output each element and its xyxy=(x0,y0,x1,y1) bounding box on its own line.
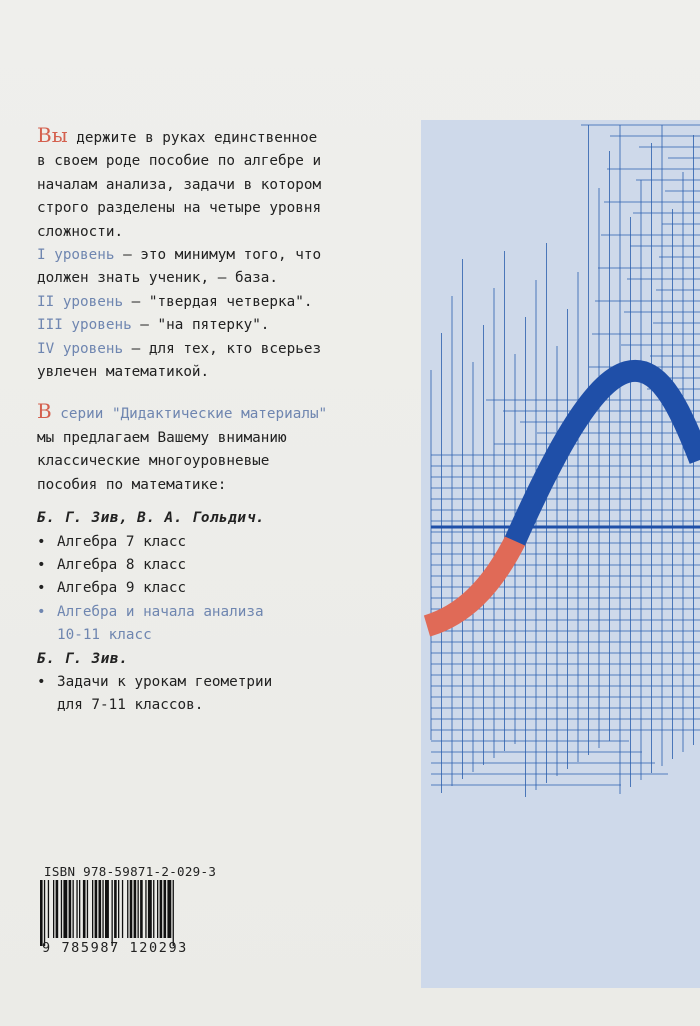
barcode-bar xyxy=(69,880,72,938)
barcode-bar xyxy=(130,880,133,938)
barcode-bar xyxy=(164,880,167,938)
barcode-bar xyxy=(87,880,88,938)
spacer xyxy=(37,497,407,507)
series-line-4: пособия по математике: xyxy=(37,476,227,493)
level-2-text: — "твердая четверка". xyxy=(123,293,313,310)
barcode-bar xyxy=(63,880,67,938)
barcode-bar xyxy=(157,880,158,938)
barcode-bar xyxy=(112,880,113,946)
authors-2: Б. Г. Зив. xyxy=(37,650,129,667)
barcode-bar xyxy=(53,880,54,938)
book-title: Алгебра 8 класс xyxy=(57,556,187,573)
book-title: Задачи к урокам геометрии xyxy=(57,673,273,690)
barcode-digits: 9 785987 120293 xyxy=(42,940,188,956)
intro-line-1 xyxy=(37,124,407,150)
barcode-bar xyxy=(95,880,98,938)
level-1 xyxy=(37,244,407,267)
barcode-bar xyxy=(138,880,139,938)
intro-text-1: держите в руках единственное xyxy=(76,130,318,146)
book-item-cont xyxy=(37,694,407,717)
barcode-bar xyxy=(173,880,174,946)
book-grade-highlight: 10-11 класс xyxy=(57,627,152,644)
barcode-bar xyxy=(73,880,74,938)
book-item: • Задачи к урокам геометрии xyxy=(37,673,273,690)
level-1-label: I уровень xyxy=(37,247,115,264)
level-3 xyxy=(37,314,407,337)
level-4-cont: увлечен математикой. xyxy=(37,364,210,381)
barcode-bar xyxy=(105,880,109,938)
intro-line-3: началам анализа, задачи в котором xyxy=(37,176,322,193)
book-title: Алгебра 7 класс xyxy=(57,533,187,550)
barcode-bar xyxy=(114,880,117,938)
barcode-bar xyxy=(44,880,45,946)
level-4-text: — для тех, кто всерьез xyxy=(123,340,322,357)
barcode-bar xyxy=(79,880,80,938)
book-title-highlight: Алгебра и начала анализа xyxy=(57,603,264,620)
level-3-label: III уровень xyxy=(37,317,132,334)
barcode-bar xyxy=(160,880,163,938)
intro-line-4: строго разделены на четыре уровня xyxy=(37,200,322,217)
barcode-bar xyxy=(76,880,77,938)
series-name: "Дидактические материалы" xyxy=(111,406,328,423)
level-2 xyxy=(37,291,407,314)
barcode-bar xyxy=(153,880,154,938)
series-line-3: классические многоуровневые xyxy=(37,453,270,470)
barcode-bar xyxy=(99,880,102,938)
barcode-bar xyxy=(40,880,43,946)
barcode-bar xyxy=(148,880,152,938)
cover-text xyxy=(37,124,407,718)
book-item: • Алгебра 8 класс xyxy=(37,556,187,573)
intro-line-5: сложности. xyxy=(37,223,124,240)
barcode-bar xyxy=(56,880,59,938)
barcode-bar xyxy=(48,880,49,938)
book-grade: для 7-11 классов. xyxy=(57,697,204,714)
book-title: Алгебра 9 класс xyxy=(57,580,187,597)
series-lead-word: В xyxy=(37,399,52,424)
isbn-label: ISBN 978-59871-2-029-3 xyxy=(44,864,217,879)
spacer xyxy=(37,384,407,400)
series-line-1 xyxy=(37,400,407,426)
level-4-label: IV уровень xyxy=(37,340,124,357)
barcode-bar xyxy=(61,880,62,938)
series-line-2: мы предлагаем Вашему вниманию xyxy=(37,429,287,446)
book-item: • Алгебра 9 класс xyxy=(37,580,187,597)
series-lead-rest: серии xyxy=(51,406,112,423)
barcode xyxy=(40,880,220,946)
intro-line-2: в своем роде пособие по алгебре и xyxy=(37,153,322,170)
barcode-bar xyxy=(127,880,128,938)
barcode-bar xyxy=(134,880,137,938)
level-1-text: — это минимум того, что xyxy=(114,247,322,264)
barcode-bar xyxy=(118,880,119,938)
level-1-cont: должен знать ученик, — база. xyxy=(37,270,279,287)
book-item-highlight-cont xyxy=(37,624,407,647)
barcode-bar xyxy=(140,880,143,938)
graph-illustration xyxy=(421,120,700,988)
intro-lead-word: Вы xyxy=(37,123,68,147)
book-item-highlight: • Алгебра и начала анализа xyxy=(37,603,264,620)
barcode-bar xyxy=(102,880,103,938)
authors-1: Б. Г. Зив, В. А. Гольдич. xyxy=(37,510,265,527)
level-2-label: II уровень xyxy=(37,293,124,310)
level-4 xyxy=(37,338,407,361)
barcode-bar xyxy=(92,880,93,938)
barcode-bar xyxy=(145,880,146,938)
barcode-bar xyxy=(167,880,171,938)
barcode-bar xyxy=(83,880,86,938)
barcode-bar xyxy=(122,880,123,938)
book-item: • Алгебра 7 класс xyxy=(37,533,187,550)
level-3-text: — "на пятерку". xyxy=(131,317,270,334)
